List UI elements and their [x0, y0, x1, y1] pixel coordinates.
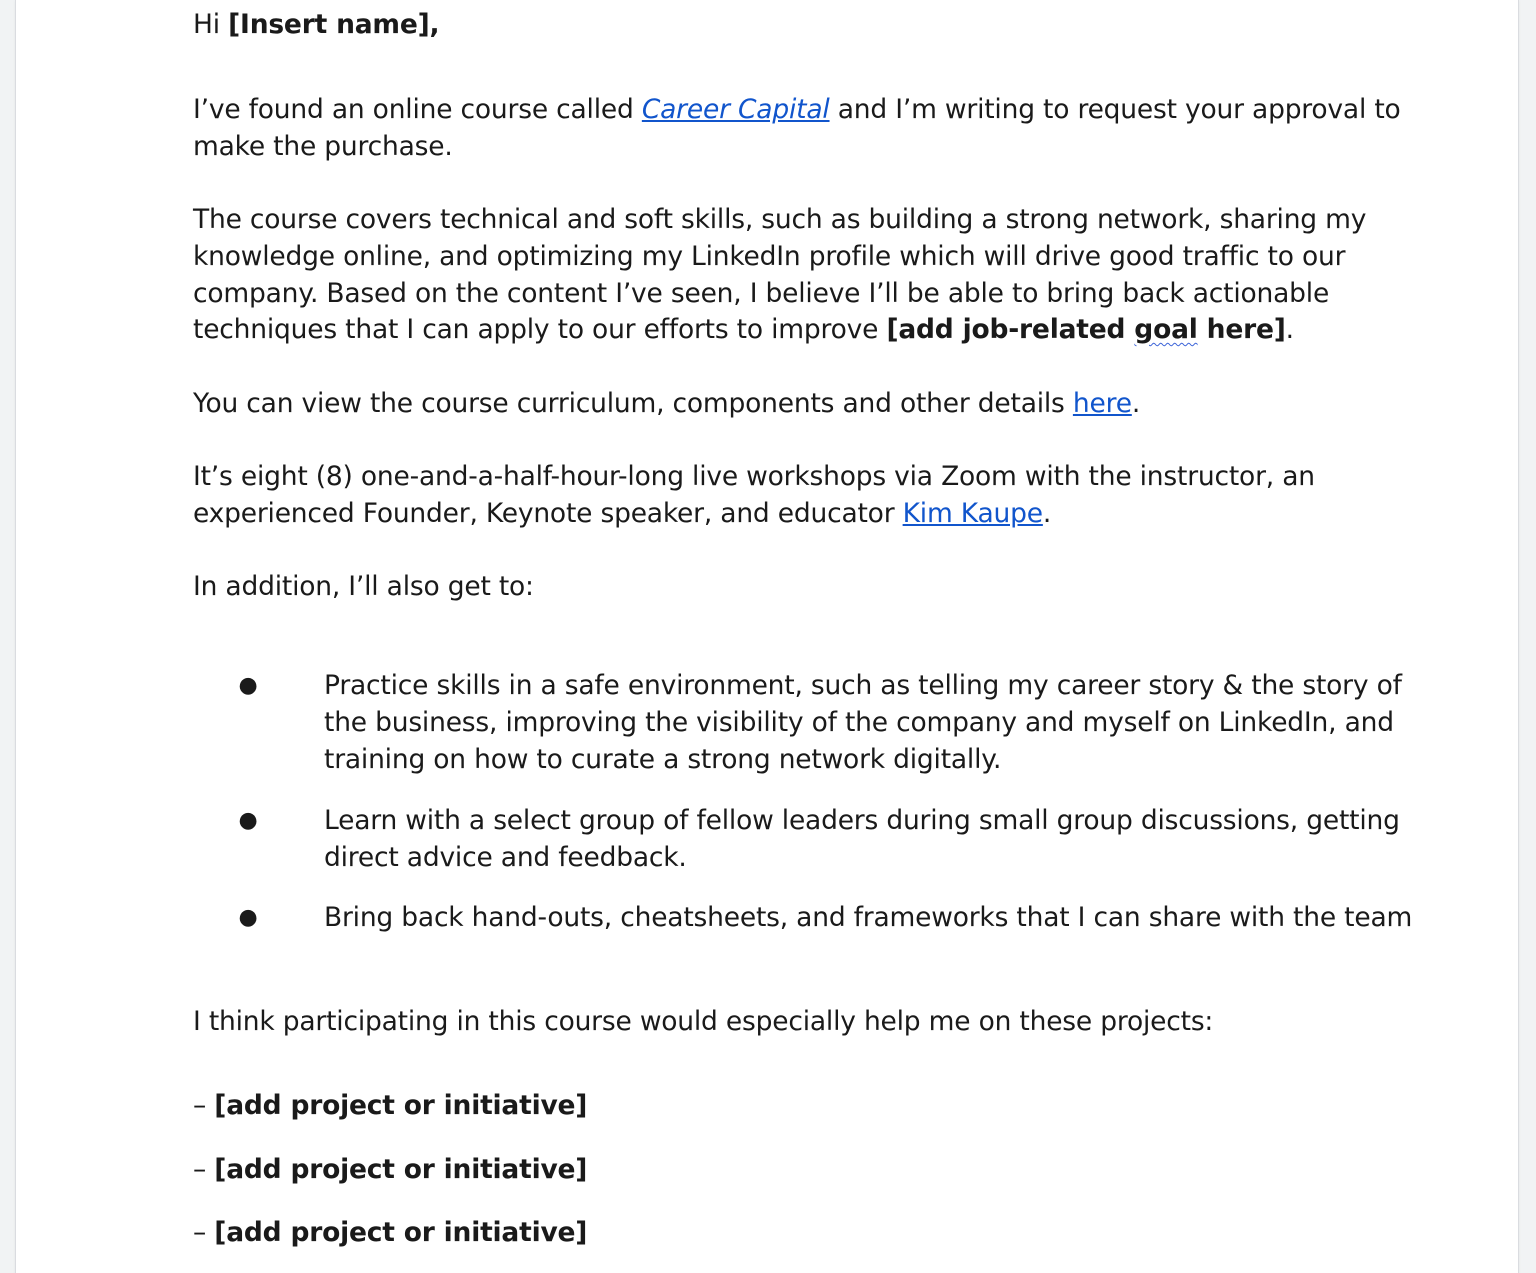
workshops-line-2-text: experienced Founder, Keynote speaker, and educator	[193, 498, 903, 529]
workshops-period: .	[1042, 498, 1052, 529]
bullet-icon: ●	[238, 808, 258, 833]
list-item-line: Bring back hand-outs, cheatsheets, and frameworks that I can share with the team	[324, 902, 1413, 933]
intro-text-before: I’ve found an online course called	[193, 94, 642, 125]
curriculum-here-link[interactable]: here	[1072, 388, 1132, 419]
workshops-line-1: It’s eight (8) one-and-a-half-hour-long live workshops via Zoom with the instructor, an	[193, 461, 1315, 492]
bullet-icon: ●	[238, 905, 258, 930]
project-item	[193, 1151, 587, 1188]
addition-intro: In addition, I’ll also get to:	[193, 571, 534, 602]
project-dash: –	[193, 1090, 215, 1121]
list-item-line: training on how to curate a strong network digitally.	[324, 744, 1002, 775]
list-item-line: Practice skills in a safe environment, such as telling my career story & the story of	[324, 670, 1402, 701]
intro-line-2: make the purchase.	[193, 131, 453, 162]
goal-placeholder-part1: [add job-related	[886, 314, 1135, 345]
instructor-link[interactable]: Kim Kaupe	[902, 498, 1043, 529]
project-dash: –	[193, 1154, 215, 1185]
bullet-icon: ●	[238, 673, 258, 698]
curriculum-text: You can view the course curriculum, components and other details	[193, 388, 1073, 419]
project-placeholder: [add project or initiative]	[214, 1217, 588, 1248]
overview-line-4-text: techniques that I can apply to our efforts to improve	[193, 314, 887, 345]
project-item	[193, 1087, 587, 1124]
overview-line-3: company. Based on the content I’ve seen, I believe I’ll be able to bring back actionable	[193, 278, 1330, 309]
spellcheck-word-goal[interactable]: goal	[1134, 314, 1198, 345]
projects-intro: I think participating in this course would especially help me on these projects:	[193, 1006, 1214, 1037]
curriculum-paragraph	[193, 385, 1140, 422]
overview-line-4-end: .	[1285, 314, 1294, 345]
project-placeholder: [add project or initiative]	[214, 1090, 588, 1121]
overview-line-4	[193, 311, 1294, 348]
greeting-prefix: Hi	[193, 9, 229, 40]
overview-line-2: knowledge online, and optimizing my LinkedIn profile which will drive good traffic to our	[193, 241, 1346, 272]
project-placeholder: [add project or initiative]	[214, 1154, 588, 1185]
workshops-line-2	[193, 495, 1051, 532]
curriculum-period: .	[1131, 388, 1141, 419]
course-link[interactable]: Career Capital	[641, 94, 830, 125]
goal-placeholder	[886, 314, 1285, 345]
intro-line-1	[193, 91, 1401, 128]
project-item	[193, 1214, 587, 1251]
document-page	[16, 0, 1518, 1273]
list-item-line: the business, improving the visibility of the company and myself on LinkedIn, and	[324, 707, 1394, 738]
intro-text-after: and I’m writing to request your approval to	[829, 94, 1401, 125]
list-item-line: direct advice and feedback.	[324, 842, 687, 873]
greeting-name-placeholder: [Insert name],	[228, 9, 440, 40]
goal-placeholder-part3: here]	[1197, 314, 1286, 345]
list-item-line: Learn with a select group of fellow leaders during small group discussions, getting	[324, 805, 1400, 836]
project-dash: –	[193, 1217, 215, 1248]
greeting-paragraph	[193, 6, 439, 43]
overview-line-1: The course covers technical and soft skills, such as building a strong network, sharing my	[193, 204, 1367, 235]
